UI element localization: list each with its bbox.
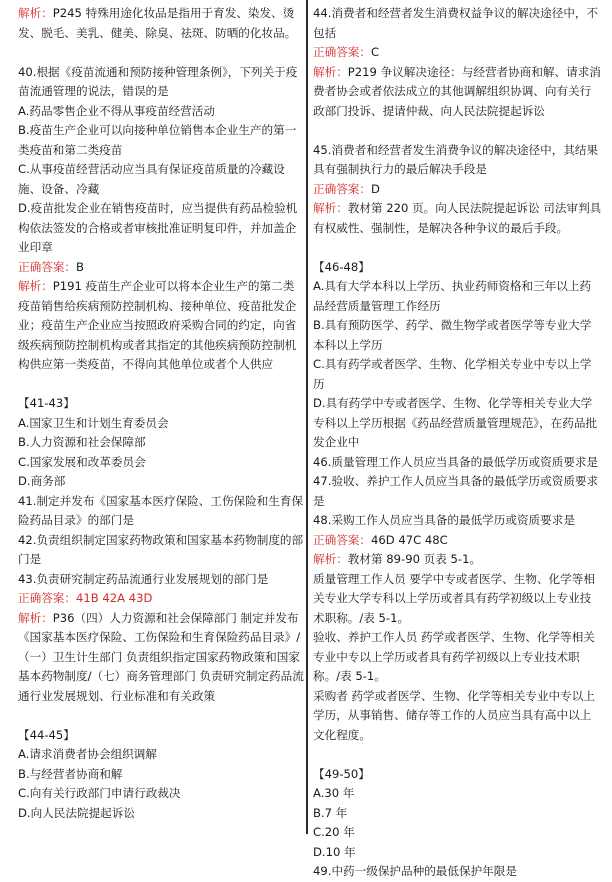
q40-explanation xyxy=(18,277,304,375)
group-41-43-option-a: A.国家卫生和计划生育委员会 xyxy=(18,415,169,430)
explanation-line-purchasing: 采购者 药学或者医学、生物、化学等相关专业中专以上学历，从事销售、储存等工作的人员应当具有高中以上文化程度。 xyxy=(313,688,595,742)
group-46-48-option-b: B.具有预防医学、药学、微生物学或者医学等专业大学本科以上学历 xyxy=(313,318,592,352)
explanation-text: P191 疫苗生产企业可以将本企业生产的第二类疫苗销售给疾病预防控制机构、接种单位、疫苗批发企业；疫苗生产企业应当按照政府采购合同的约定，向省级疾病预防控制机构或者其指定的其他疾病预防控制机构供应第一类疫苗，不得向其他单位或者个人供应 xyxy=(18,279,297,371)
group-header-46-48: 【46-48】 xyxy=(313,259,370,274)
group-44-45-option-d: D.向人民法院提起诉讼 xyxy=(18,805,135,820)
explanation-label: 解析： xyxy=(18,6,53,20)
answer-label: 正确答案： xyxy=(18,591,76,605)
q49-stem: 49.中药一级保护品种的最低保护年限是 xyxy=(313,864,517,878)
q45-answer xyxy=(313,180,602,200)
answer-value: D xyxy=(370,181,380,196)
explanation-label: 解析： xyxy=(18,279,53,293)
group-41-43-option-b: B.人力资源和社会保障部 xyxy=(18,435,146,449)
group-46-48-option-a: A.具有大学本科以上学历、执业药师资格和三年以上药品经营质量管理工作经历 xyxy=(313,279,592,313)
explanation-text: P245 特殊用途化妆品是指用于育发、染发、烫发、脱毛、美乳、健美、除臭、祛斑、防晒的化妆品。 xyxy=(18,6,297,40)
q45-stem: 45.消费者和经营者发生消费争议的解决途径中，其结果具有强制执行力的最后解决手段是 xyxy=(313,142,599,176)
q45-explanation xyxy=(313,199,602,238)
explanation-line-acceptance: 验收、养护工作人员 药学或者医学、生物、化学等相关专业中专以上学历或者具有药学初级以上专业技术职称。/表 5-1。 xyxy=(313,630,595,683)
answer-value: B xyxy=(75,259,84,274)
answer-label: 正确答案： xyxy=(18,259,76,274)
explanation-label: 解析： xyxy=(18,610,53,625)
group-header-44-45: 【44-45】 xyxy=(18,727,75,742)
explanation-line-quality: 质量管理工作人员 要学中专或者医学、生物、化学等相关专业大学专科以上学历或者具有药学初级以上专业技术职称。/表 5-1。 xyxy=(313,571,595,625)
q42-stem: 42.负责组织制定国家药物政策和国家基本药物制度的部门是 xyxy=(18,532,304,566)
answer-value: 41B 42A 43D xyxy=(75,591,153,605)
group-49-50-option-a: A.30 年 xyxy=(313,786,355,800)
group-44-45-option-a: A.请求消费者协会组织调解 xyxy=(18,747,157,761)
q43-stem: 43.负责研究制定药品流通行业发展规划的部门是 xyxy=(18,571,269,586)
q47-stem: 47.验收、养护工作人员应当具备的最低学历或资质要求是 xyxy=(313,474,599,508)
q46-stem: 46.质量管理工作人员应当具备的最低学历或资质要求是 xyxy=(313,454,599,469)
explanation-text: P36（四）人力资源和社会保障部门 制定并发布《国家基本医疗保险、工伤保险和生育保险药品目录》/（一）卫生计生部门 负责组织指定国家药物政策和国家基本药物制度/（七）商务管理部门 负责研究制定药品流通行业发展规划、行业标准和有关政策 xyxy=(18,610,304,703)
group-46-48-option-c: C.具有药学或者医学、生物、化学相关专业中专以上学历 xyxy=(313,357,592,391)
q41-43-answer xyxy=(18,589,304,609)
q40-option-a: A.药品零售企业不得从事疫苗经营活动 xyxy=(18,103,215,118)
right-column xyxy=(313,4,602,882)
group-header-49-50: 【49-50】 xyxy=(313,766,370,781)
group-44-45-option-c: C.向有关行政部门申请行政裁决 xyxy=(18,786,181,800)
q41-43-explanation xyxy=(18,609,304,707)
answer-label: 正确答案： xyxy=(313,181,371,196)
group-49-50-option-d: D.10 年 xyxy=(313,844,356,859)
explanation-text: 教材第 89-90 页表 5-1。 xyxy=(347,552,482,566)
group-44-45-option-b: B.与经营者协商和解 xyxy=(18,766,123,781)
q40-stem: 40.根据《疫苗流通和预防接种管理条例》，下列关于疫苗流通管理的说法，错误的是 xyxy=(18,64,298,98)
q40-option-c: C.从事疫苗经营活动应当具有保证疫苗质量的冷藏设施、设备、冷藏 xyxy=(18,162,285,196)
q48-stem: 48.采购工作人员应当具备的最低学历或资质要求是 xyxy=(313,513,575,527)
explanation-text: P219 争议解决途径：与经营者协商和解、请求消费者协会或者依法成立的其他调解组织协调、向有关行政部门投诉、提请仲裁、向人民法院提起诉讼 xyxy=(313,64,601,118)
group-49-50-option-c: C.20 年 xyxy=(313,825,355,839)
q40-option-d: D.疫苗批发企业在销售疫苗时，应当提供有药品检验机构依法签发的合格或者审核批准证明复印件，并加盖企业印章 xyxy=(18,201,298,254)
column-divider xyxy=(306,0,308,834)
answer-value: C xyxy=(370,45,380,59)
explanation-label: 解析： xyxy=(313,552,348,566)
q41-stem: 41.制定并发布《国家基本医疗保险、工伤保险和生育保险药品目录》的部门是 xyxy=(18,493,304,527)
group-41-43-option-d: D.商务部 xyxy=(18,474,66,488)
explanation-label: 解析： xyxy=(313,201,348,215)
explanation-text: 教材第 220 页。向人民法院提起诉讼 司法审判具有权威性、强制性，是解决各种争议的最后手段。 xyxy=(313,201,602,235)
q46-48-answer xyxy=(313,531,602,551)
answer-value: 46D 47C 48C xyxy=(370,532,448,547)
group-49-50-option-b: B.7 年 xyxy=(313,805,348,820)
group-46-48-option-d: D.具有药学中专或者医学、生物、化学等相关专业大学专科以上学历根据《药品经营质量管理规范》，在药品批发企业中 xyxy=(313,396,598,449)
group-41-43-option-c: C.国家发展和改革委员会 xyxy=(18,454,146,469)
group-header-41-43: 【41-43】 xyxy=(18,396,75,410)
answer-label: 正确答案： xyxy=(313,532,371,547)
q44-answer xyxy=(313,43,602,63)
q44-stem: 44.消费者和经营者发生消费权益争议的解决途径中，不包括 xyxy=(313,6,599,40)
q44-explanation xyxy=(313,63,602,122)
q39-explanation xyxy=(18,4,304,43)
answer-label: 正确答案： xyxy=(313,45,371,59)
left-column xyxy=(18,4,304,823)
explanation-label: 解析： xyxy=(313,64,348,79)
q40-option-b: B.疫苗生产企业可以向接种单位销售本企业生产的第一类疫苗和第二类疫苗 xyxy=(18,123,297,157)
q46-48-explanation xyxy=(313,550,602,570)
q40-answer xyxy=(18,258,304,278)
